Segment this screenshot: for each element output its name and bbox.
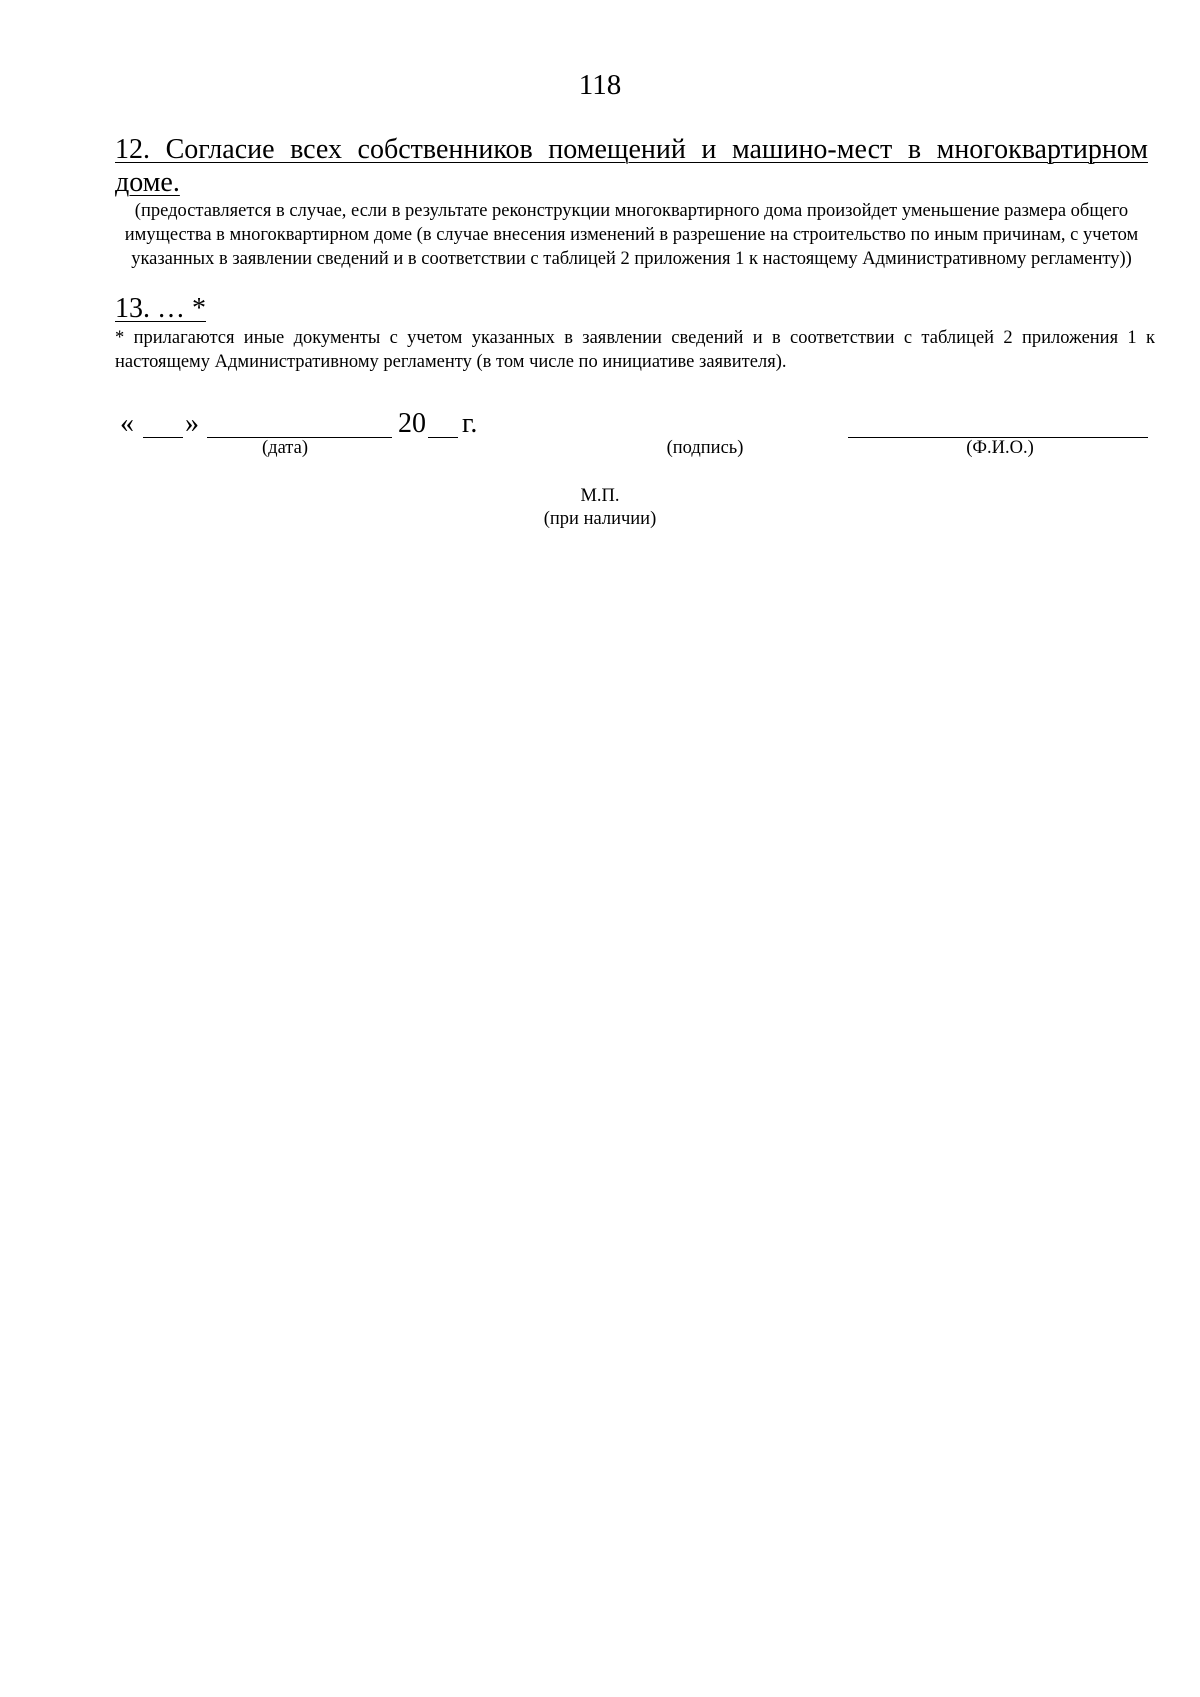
item-12-heading (115, 133, 1148, 199)
name-caption: (Ф.И.О.) (966, 438, 1034, 458)
date-caption: (дата) (262, 438, 308, 458)
close-quote: » (185, 408, 199, 439)
stamp-label: М.П. (580, 486, 620, 506)
signature-caption: (подпись) (666, 438, 744, 458)
page-number: 118 (578, 69, 622, 101)
year-prefix: 20 (398, 408, 426, 439)
item-13-footnote: * прилагаются иные документы с учетом указанных в заявлении сведений и в соответствии с таблицей 2 приложения 1 к настоящему Административному регламенту (в том числе по инициативе заявителя). (115, 328, 1155, 372)
item-12-note: (предоставляется в случае, если в результате реконструкции многоквартирного дома произойдет уменьшение размера общего имущества в многоквартирном доме (в случае внесения изменений в разрешение на строительство по иным причинам, с учетом указанных в заявлении сведений и в соответствии с таблицей 2 приложения 1 к настоящему Административному регламенту)) (124, 201, 1139, 269)
open-quote: « (120, 408, 134, 439)
year-suffix: г. (462, 408, 478, 439)
item-13-heading: 13. … * (115, 293, 206, 324)
item-12-heading-line1: 12. Согласие всех собственников помещений и машино-мест в многоквартирном (115, 134, 1148, 165)
year-blank[interactable] (428, 437, 458, 438)
stamp-note: (при наличии) (543, 509, 657, 529)
item-12-heading-line2: доме. (115, 167, 180, 198)
day-blank[interactable] (143, 437, 183, 438)
